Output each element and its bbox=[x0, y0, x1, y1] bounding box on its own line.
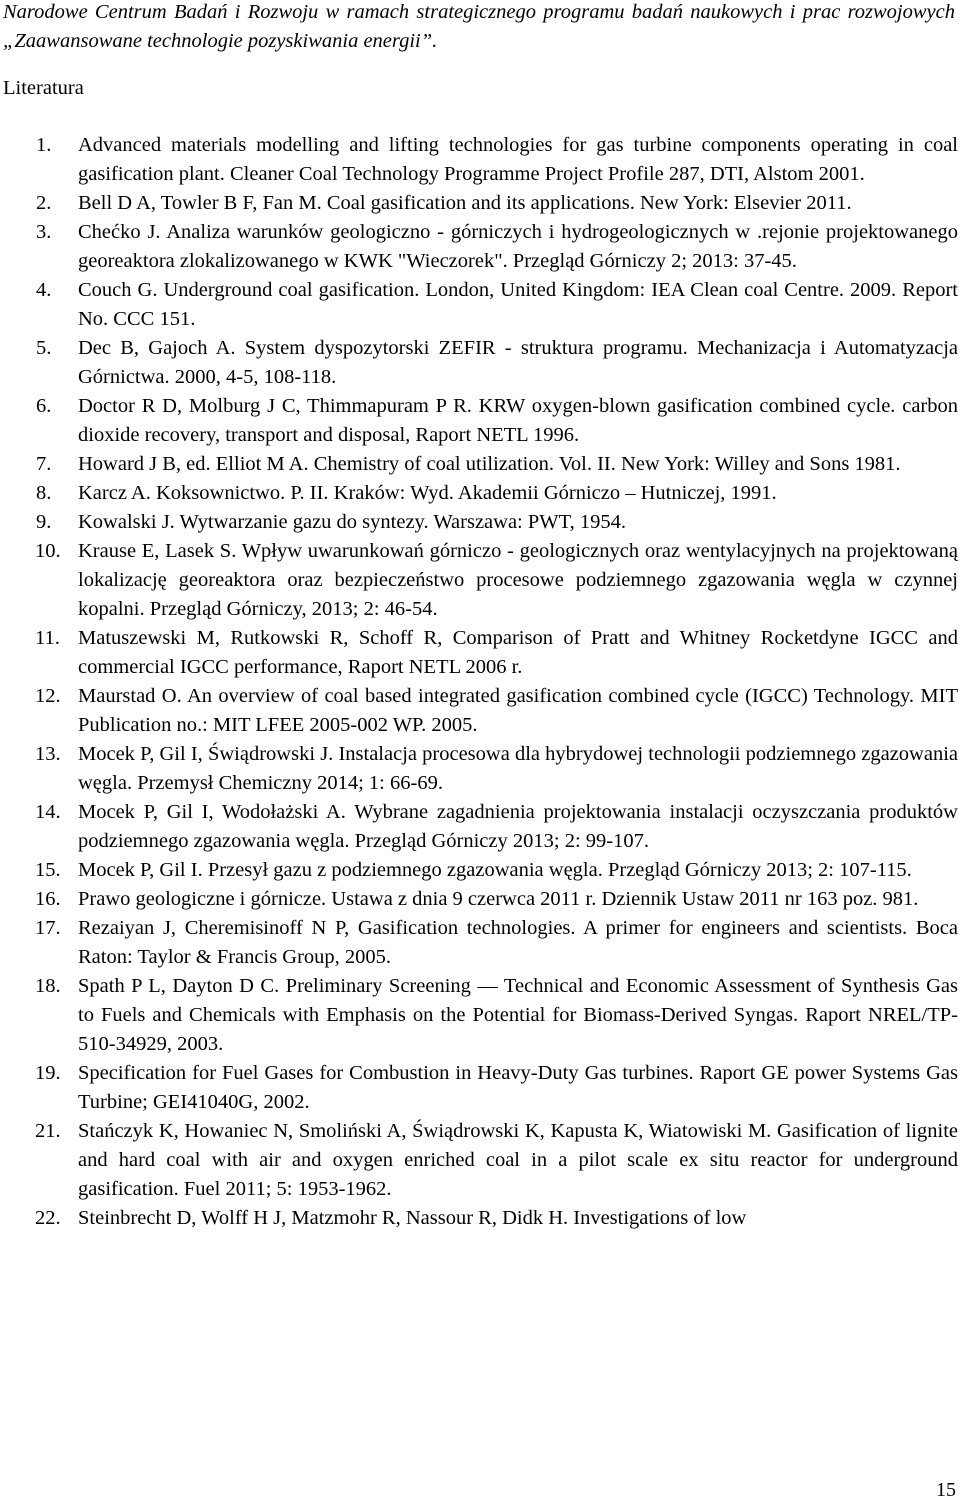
reference-text: Stańczyk K, Howaniec N, Smoliński A, Świądrowski K, Kapusta K, Wiatowiski M. Gasification of lignite and hard coal with air and oxygen enriched coal in a pilot scale ex situ reactor for underground gasification. Fuel 2011; 5: 1953-1962. bbox=[78, 1120, 958, 1200]
reference-item bbox=[0, 392, 958, 450]
reference-item bbox=[0, 885, 958, 914]
reference-number: 16. bbox=[35, 888, 61, 910]
reference-number: 2. bbox=[36, 192, 52, 214]
reference-text: Doctor R D, Molburg J C, Thimmapuram P R. KRW oxygen-blown gasification combined cycle. carbon dioxide recovery, transport and disposal, Raport NETL 1996. bbox=[78, 395, 958, 446]
reference-item bbox=[0, 218, 958, 276]
reference-text: Dec B, Gajoch A. System dyspozytorski ZEFIR - struktura programu. Mechanizacja i Automatyzacja Górnictwa. 2000, 4-5, 108-118. bbox=[78, 337, 958, 388]
reference-item bbox=[0, 479, 958, 508]
reference-item bbox=[0, 131, 958, 189]
reference-item bbox=[0, 1059, 958, 1117]
reference-number: 13. bbox=[35, 743, 61, 765]
reference-item bbox=[0, 682, 958, 740]
reference-number: 12. bbox=[35, 685, 61, 707]
reference-item bbox=[0, 856, 958, 885]
reference-number: 15. bbox=[35, 859, 61, 881]
reference-number: 18. bbox=[35, 975, 61, 997]
reference-text: Howard J B, ed. Elliot M A. Chemistry of coal utilization. Vol. II. New York: Willey and Sons 1981. bbox=[78, 453, 901, 475]
reference-text: Mocek P, Gil I, Świądrowski J. Instalacja procesowa dla hybrydowej technologii podziemnego zgazowania węgla. Przemysł Chemiczny 2014; 1: 66-69. bbox=[78, 743, 958, 794]
reference-text: Rezaiyan J, Cheremisinoff N P, Gasification technologies. A primer for engineers and scientists. Boca Raton: Taylor & Francis Group, 2005. bbox=[78, 917, 958, 968]
reference-text: Couch G. Underground coal gasification. London, United Kingdom: IEA Clean coal Centre. 2009. Report No. CCC 151. bbox=[78, 279, 958, 330]
reference-number: 3. bbox=[36, 221, 52, 243]
reference-text: Matuszewski M, Rutkowski R, Schoff R, Comparison of Pratt and Whitney Rocketdyne IGCC and commercial IGCC performance, Raport NETL 2006 r. bbox=[78, 627, 958, 678]
reference-item bbox=[0, 508, 958, 537]
reference-item bbox=[0, 1117, 958, 1204]
reference-number: 5. bbox=[36, 337, 52, 359]
page-number: 15 bbox=[936, 1479, 956, 1501]
reference-text: Bell D A, Towler B F, Fan M. Coal gasification and its applications. New York: Elsevier 2011. bbox=[78, 192, 852, 214]
reference-number: 14. bbox=[35, 801, 61, 823]
reference-number: 4. bbox=[36, 279, 52, 301]
reference-text: Kowalski J. Wytwarzanie gazu do syntezy. Warszawa: PWT, 1954. bbox=[78, 511, 626, 533]
reference-number: 22. bbox=[35, 1207, 61, 1229]
reference-text: Prawo geologiczne i górnicze. Ustawa z dnia 9 czerwca 2011 r. Dziennik Ustaw 2011 nr 163 poz. 981. bbox=[78, 888, 919, 910]
reference-item bbox=[0, 189, 958, 218]
reference-item bbox=[0, 334, 958, 392]
reference-list bbox=[0, 131, 958, 1233]
funding-note: Narodowe Centrum Badań i Rozwoju w ramach strategicznego programu badań naukowych i prac rozwojowych „Zaawansowane technologie pozyskiwania energii”. bbox=[3, 1, 955, 52]
reference-number: 10. bbox=[35, 540, 61, 562]
reference-text: Maurstad O. An overview of coal based integrated gasification combined cycle (IGCC) Technology. MIT Publication no.: MIT LFEE 2005-002 WP. 2005. bbox=[78, 685, 958, 736]
reference-text: Chećko J. Analiza warunków geologiczno - górniczych i hydrogeologicznych w .rejonie projektowanego georeaktora zlokalizowanego w KWK "Wieczorek". Przegląd Górniczy 2; 2013: 37-45. bbox=[78, 221, 958, 272]
reference-text: Mocek P, Gil I, Wodołażski A. Wybrane zagadnienia projektowania instalacji oczyszczania produktów podziemnego zgazowania węgla. Przegląd Górniczy 2013; 2: 99-107. bbox=[78, 801, 958, 852]
reference-item bbox=[0, 624, 958, 682]
reference-number: 21. bbox=[35, 1120, 61, 1142]
reference-number: 9. bbox=[36, 511, 52, 533]
reference-item bbox=[0, 914, 958, 972]
reference-text: Karcz A. Koksownictwo. P. II. Kraków: Wyd. Akademii Górniczo – Hutniczej, 1991. bbox=[78, 482, 777, 504]
reference-number: 11. bbox=[35, 627, 60, 649]
reference-number: 1. bbox=[36, 134, 52, 156]
reference-text: Krause E, Lasek S. Wpływ uwarunkowań górniczo - geologicznych oraz wentylacyjnych na projektowaną lokalizację georeaktora oraz bezpieczeństwo procesowe podziemnego zgazowania węgla w czynnej kopalni. Przegląd Górniczy, 2013; 2: 46-54. bbox=[78, 540, 958, 620]
reference-item bbox=[0, 972, 958, 1059]
reference-text: Mocek P, Gil I. Przesył gazu z podziemnego zgazowania węgla. Przegląd Górniczy 2013; 2: 107-115. bbox=[78, 859, 912, 881]
reference-text: Advanced materials modelling and lifting technologies for gas turbine components operating in coal gasification plant. Cleaner Coal Technology Programme Project Profile 287, DTI, Alstom 2001. bbox=[78, 134, 958, 185]
reference-number: 6. bbox=[36, 395, 52, 417]
section-heading: Literatura bbox=[3, 77, 84, 99]
reference-item bbox=[0, 276, 958, 334]
reference-item bbox=[0, 450, 958, 479]
reference-item bbox=[0, 537, 958, 624]
reference-number: 7. bbox=[36, 453, 52, 475]
reference-text: Spath P L, Dayton D C. Preliminary Screening — Technical and Economic Assessment of Synthesis Gas to Fuels and Chemicals with Emphasis on the Potential for Biomass-Derived Syngas. Raport NREL/TP-510-34929, 2003. bbox=[78, 975, 958, 1055]
reference-item bbox=[0, 740, 958, 798]
reference-number: 8. bbox=[36, 482, 52, 504]
reference-number: 17. bbox=[35, 917, 61, 939]
reference-text: Specification for Fuel Gases for Combustion in Heavy-Duty Gas turbines. Raport GE power Systems Gas Turbine; GEI41040G, 2002. bbox=[78, 1062, 958, 1113]
reference-text: Steinbrecht D, Wolff H J, Matzmohr R, Nassour R, Didk H. Investigations of low bbox=[78, 1207, 747, 1229]
reference-item bbox=[0, 798, 958, 856]
reference-item bbox=[0, 1204, 958, 1233]
reference-number: 19. bbox=[35, 1062, 61, 1084]
